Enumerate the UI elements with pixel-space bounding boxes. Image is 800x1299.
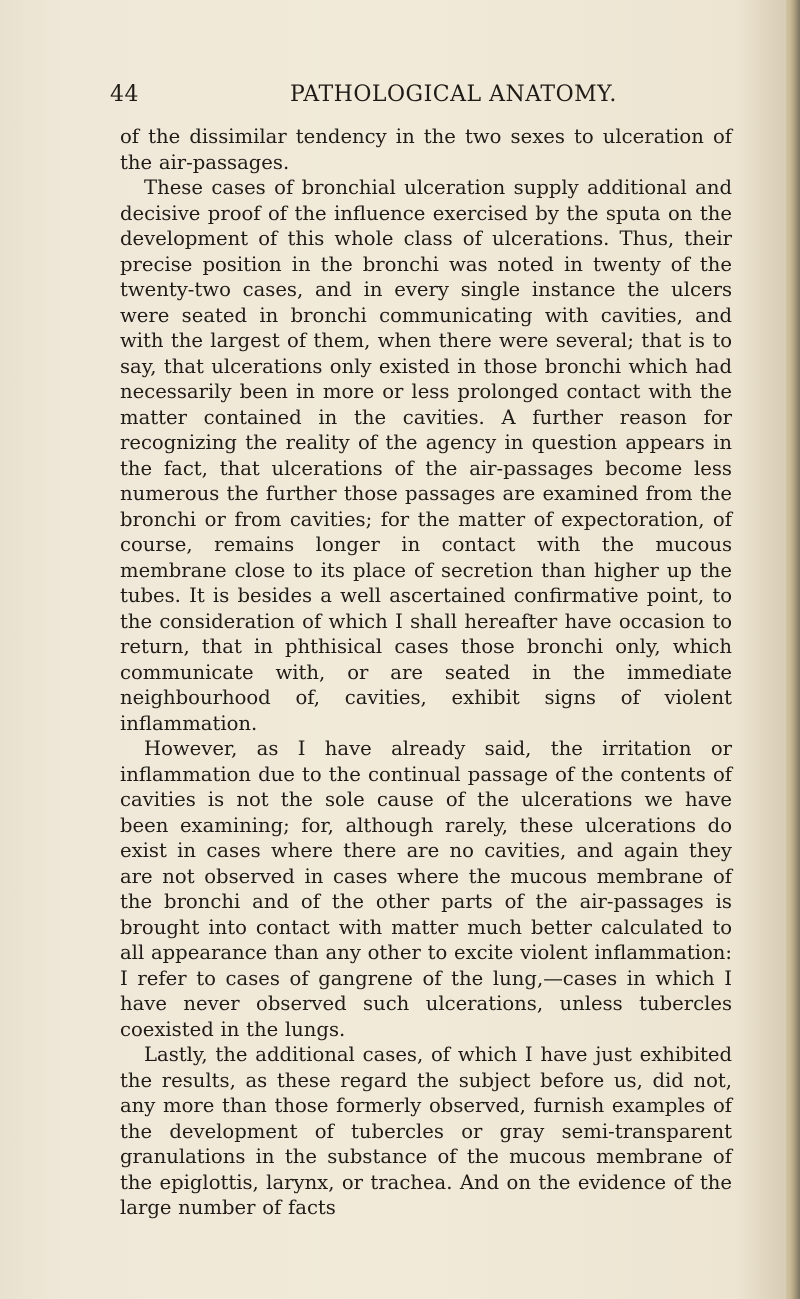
paragraph: These cases of bronchial ulceration supply additional and decisive proof of the influence exercised by the sputa on the development of this whole class of ulcerations. Thus, their precise position in the bronchi was noted in twenty of the twenty-two cases, and in every single instance the ulcers were seated in bronchi communicating with cavities, and with the largest of them, when there were several; that is to say, that ulcerations only existed in those bronchi which had necessarily been in more or less prolonged contact with the matter contained in the cavities. A further reason for recognizing the reality of the agency in question appears in the fact, that ulcerations of the air-passages become less numerous the further those passages are examined from the bronchi or from cavities; for the matter of expectoration, of course, remains longer in contact with the mucous membrane close to its place of secretion than higher up the tubes. It is besides a well ascertained confirmative point, to the consideration of which I shall hereafter have occasion to return, that in phthisical cases those bronchi only, which communicate with, or are seated in the immediate neighbourhood of, cavities, exhibit signs of violent inflammation.	[120, 176, 732, 735]
page-edge	[786, 0, 800, 1299]
paragraph: However, as I have already said, the irritation or inflammation due to the continual passage of the contents of cavities is not the sole cause of the ulcerations we have been examining; for, although rarely, these ulcerations do exist in cases where there are no cavities, and again they are not observed in cases where the mucous membrane of the bronchi and of the other parts of the air-passages is brought into contact with matter much better calculated to all appearance than any other to excite violent inflammation: I refer to cases of gangrene of the lung,—cases in which I have never observed such ulcerations, unless tubercles coexisted in the lungs.	[120, 737, 732, 1041]
paragraph: Lastly, the additional cases, of which I have just exhibited the results, as these regard the subject before us, did not, any more than those formerly observed, furnish examples of the development of tubercles or gray semi-transparent granulations in the substance of the mucous membrane of the epiglottis, larynx, or trachea. And on the evidence of the large number of facts	[120, 1043, 732, 1219]
header-title: PATHOLOGICAL ANATOMY.	[290, 82, 617, 107]
paragraph: of the dissimilar tendency in the two sexes to ulceration of the air-passages.	[120, 125, 732, 174]
body-text	[120, 124, 732, 1221]
running-head	[110, 82, 730, 112]
page-number: 44	[110, 82, 139, 107]
